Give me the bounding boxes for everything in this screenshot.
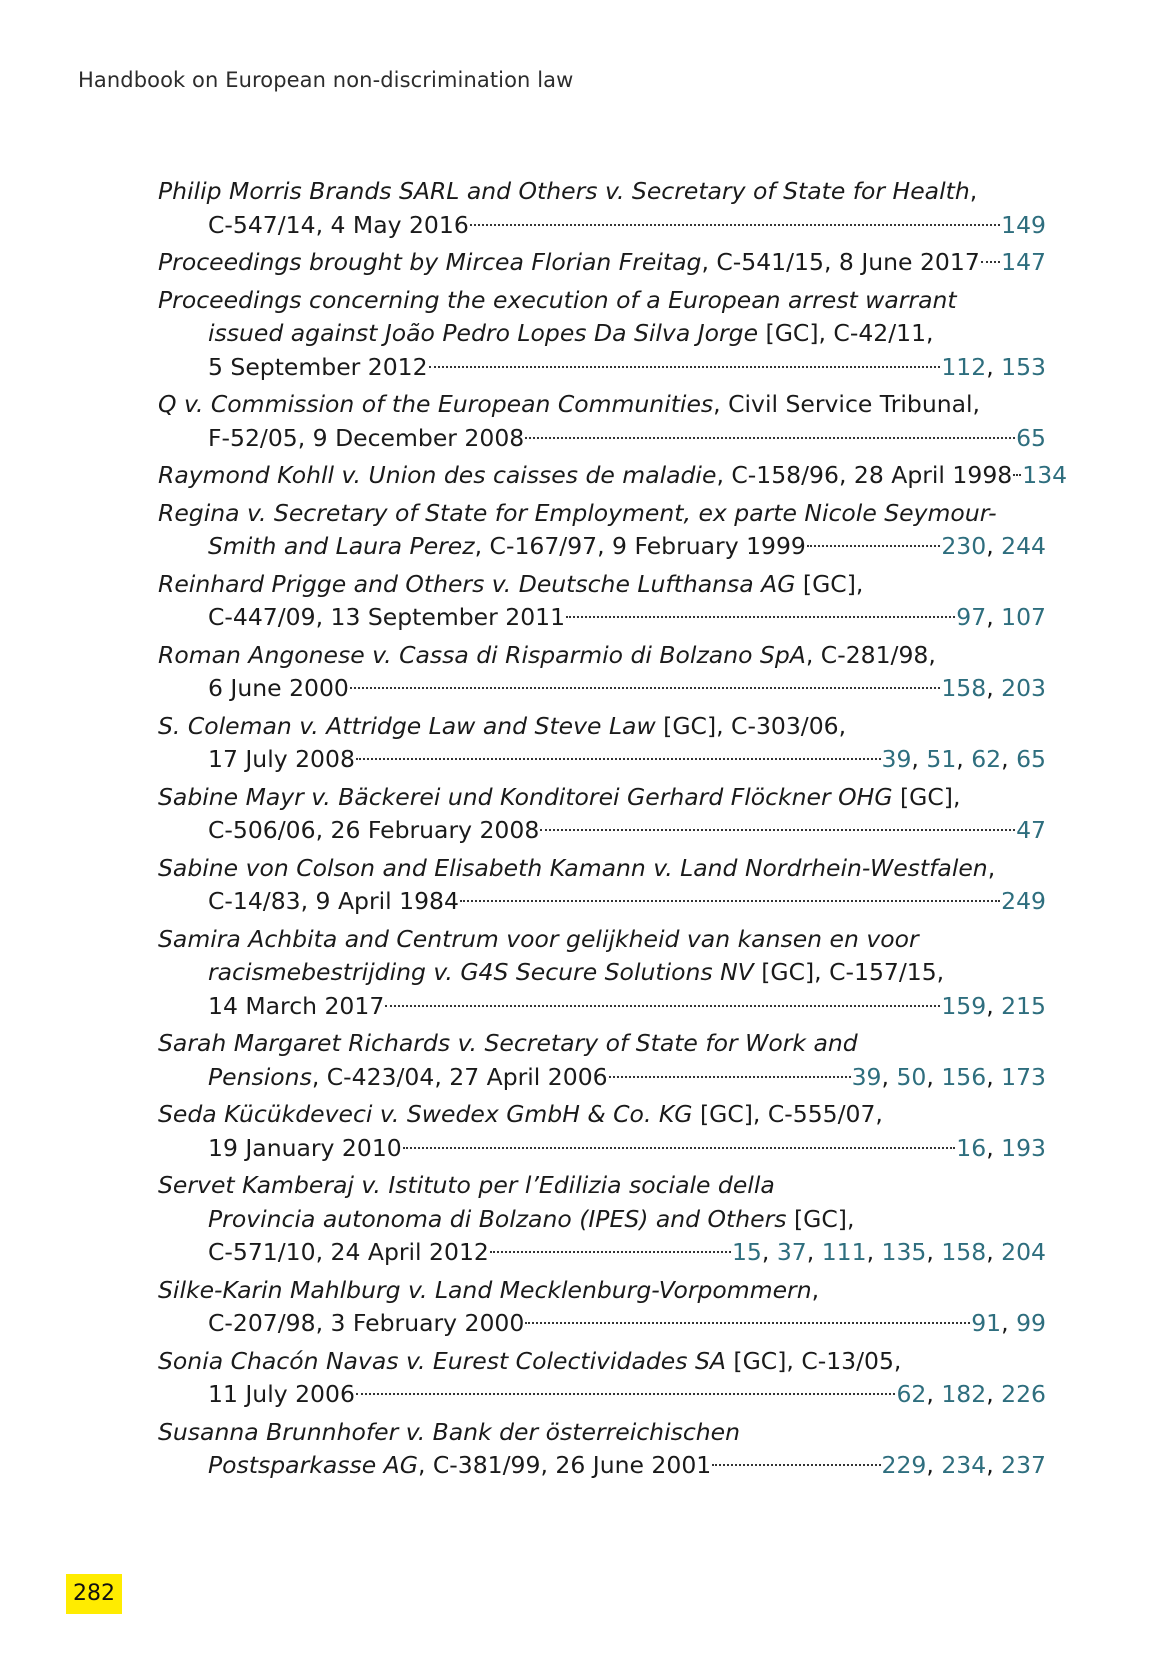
- case-name: Raymond Kohll v. Union des caisses de maladie: [158, 461, 717, 489]
- case-details: 11 July 2006: [208, 1380, 355, 1408]
- dot-leader: [356, 758, 881, 760]
- case-name: Sarah Margaret Richards v. Secretary of State for Work and: [158, 1029, 858, 1057]
- dot-leader: [712, 1464, 880, 1466]
- entry-title-line: [158, 388, 1046, 422]
- page-separator: ,: [986, 1451, 1002, 1479]
- entry-continuation-line: [158, 1061, 1046, 1095]
- entry-continuation-line: [158, 990, 1046, 1024]
- entry-text: [208, 530, 806, 564]
- entry-text: [208, 814, 539, 848]
- case-details: C-571/10, 24 April 2012: [208, 1238, 489, 1266]
- page-link[interactable]: 16: [956, 1133, 987, 1162]
- page-link[interactable]: 229: [881, 1451, 927, 1479]
- page-link[interactable]: 65: [1016, 745, 1046, 773]
- page-link[interactable]: 37: [776, 1238, 807, 1266]
- dot-leader: [460, 900, 1000, 902]
- page-link[interactable]: 173: [1001, 1062, 1046, 1091]
- page-link[interactable]: 156: [941, 1062, 987, 1091]
- index-entry: [158, 175, 1046, 242]
- page-link[interactable]: 215: [1001, 991, 1046, 1020]
- page-number: 282: [66, 1574, 122, 1614]
- case-index-list: [158, 175, 1068, 1487]
- index-entry: [158, 497, 1046, 564]
- case-details: ,: [811, 1275, 820, 1304]
- entry-title-line: [158, 1169, 1046, 1203]
- page-separator: ,: [986, 1380, 1002, 1408]
- index-entry: [158, 710, 1046, 777]
- entry-text: [208, 1132, 402, 1166]
- page-separator: ,: [1001, 745, 1017, 773]
- entry-continuation-line: [158, 672, 1046, 706]
- entry-continuation-line: [158, 601, 1046, 635]
- entry-text: [208, 1378, 355, 1412]
- page-link[interactable]: 203: [1001, 674, 1046, 702]
- page-link[interactable]: 244: [1001, 532, 1046, 560]
- page-references: [1001, 209, 1046, 243]
- entry-text: [208, 601, 565, 635]
- running-header: Handbook on European non-discrimination law: [78, 68, 574, 92]
- page-references: [896, 1378, 1046, 1412]
- case-name: Smith and Laura Perez: [208, 532, 475, 560]
- entry-continuation-line: [158, 209, 1046, 243]
- page-link[interactable]: 135: [881, 1238, 927, 1266]
- index-entry: [158, 1027, 1046, 1094]
- entry-title-line: [158, 639, 1046, 673]
- page-separator: ,: [926, 1380, 942, 1408]
- case-details: 14 March 2017: [208, 991, 385, 1020]
- entry-text: [158, 712, 846, 740]
- page-separator: ,: [986, 991, 1002, 1020]
- index-entry: [158, 852, 1046, 919]
- case-details: , C-541/15, 8 June 2017: [701, 248, 980, 276]
- dot-leader: [566, 616, 955, 618]
- entry-text: [208, 743, 355, 777]
- dot-leader: [356, 1393, 896, 1395]
- page-link[interactable]: 91: [971, 1309, 1002, 1337]
- page-link[interactable]: 99: [1016, 1309, 1046, 1337]
- entry-title-line: [158, 459, 1068, 493]
- entry-title-line: [158, 710, 1046, 744]
- case-details: ,: [987, 853, 996, 882]
- entry-text: [158, 286, 957, 314]
- page-link[interactable]: 62: [971, 745, 1002, 773]
- case-name: S. Coleman v. Attridge Law and Steve Law: [158, 711, 656, 740]
- entry-text: [158, 1347, 901, 1375]
- page-references: [882, 1449, 1046, 1483]
- case-details: 17 July 2008: [208, 745, 355, 773]
- entry-continuation-line: [158, 1236, 1046, 1270]
- case-details: C-207/98, 3 February 2000: [208, 1309, 525, 1337]
- entry-text: [158, 1276, 819, 1304]
- entry-text: [158, 925, 919, 953]
- case-name: Sabine von Colson and Elisabeth Kamann v. Land Nordrhein-Westfalen: [158, 853, 988, 882]
- dot-leader: [429, 366, 941, 368]
- entry-text: [208, 1449, 711, 1483]
- case-name: issued against João Pedro Lopes Da Silva Jorge: [208, 319, 759, 347]
- index-entry: [158, 284, 1046, 385]
- entry-text: [158, 177, 977, 205]
- entry-text: [208, 422, 524, 456]
- page-separator: ,: [926, 1238, 942, 1266]
- entry-title-line: [158, 284, 1046, 318]
- page-separator: ,: [986, 532, 1002, 560]
- page-link[interactable]: 39: [881, 745, 912, 773]
- page-link[interactable]: 158: [941, 1238, 987, 1266]
- case-name: Sonia Chacón Navas v. Eurest Colectividades SA: [158, 1346, 726, 1375]
- page-separator: ,: [956, 745, 972, 773]
- page-references: [941, 351, 1046, 385]
- page-link[interactable]: 237: [1001, 1451, 1046, 1479]
- case-details: [GC], C-555/07,: [692, 1100, 883, 1128]
- case-details: 5 September 2012: [208, 352, 428, 381]
- entry-title-line: [158, 1345, 1046, 1379]
- index-entry: [158, 1274, 1046, 1341]
- page-separator: ,: [986, 674, 1002, 702]
- dot-leader: [403, 1147, 956, 1149]
- dot-leader: [981, 261, 1000, 263]
- dot-leader: [1013, 474, 1021, 476]
- entry-text: [158, 641, 936, 669]
- case-name: Seda Kücükdeveci v. Swedex GmbH & Co. KG: [158, 1100, 693, 1128]
- entry-title-line: [158, 852, 1046, 886]
- entry-text: [158, 1418, 740, 1446]
- case-details: C-506/06, 26 February 2008: [208, 816, 540, 844]
- dot-leader: [350, 687, 940, 689]
- page-link[interactable]: 62: [896, 1380, 927, 1408]
- page-separator: ,: [986, 1238, 1002, 1266]
- index-entry: [158, 1345, 1046, 1412]
- case-details: C-14/83, 9 April 1984: [208, 887, 459, 915]
- entry-text: [208, 885, 459, 919]
- case-name: Samira Achbita and Centrum voor gelijkheid van kansen en voor: [158, 924, 919, 953]
- entry-text: [208, 209, 469, 243]
- entry-continuation-line: [158, 1203, 1046, 1237]
- entry-continuation-line: [158, 530, 1046, 564]
- entry-continuation-line: [158, 885, 1046, 919]
- page-link[interactable]: 158: [941, 674, 987, 702]
- index-entry: [158, 639, 1046, 706]
- page-separator: ,: [986, 603, 1002, 631]
- entry-text: [208, 351, 428, 385]
- entry-text: [208, 990, 384, 1024]
- dot-leader: [470, 224, 1000, 226]
- case-details: , C-158/96, 28 April 1998: [716, 461, 1013, 489]
- entry-continuation-line: [158, 956, 1046, 990]
- page-link[interactable]: 159: [941, 991, 987, 1020]
- entry-text: [158, 783, 960, 811]
- case-name: Provincia autonoma di Bolzano (IPES) and Others: [208, 1204, 787, 1233]
- entry-text: [208, 958, 944, 986]
- entry-title-line: [158, 1416, 1046, 1450]
- case-name: Silke-Karin Mahlburg v. Land Mecklenburg-Vorpommern: [158, 1275, 812, 1304]
- page-references: [1001, 246, 1046, 280]
- case-name: Proceedings brought by Mircea Florian Freitag: [158, 248, 702, 276]
- page-references: [852, 1061, 1046, 1095]
- case-details: ,: [969, 177, 978, 205]
- case-details: , C-423/04, 27 April 2006: [311, 1062, 608, 1091]
- case-name: racismebestrijding v. G4S Secure Solutions NV: [208, 958, 754, 986]
- case-details: [GC], C-13/05,: [725, 1346, 902, 1375]
- case-name: Q v. Commission of the European Communities: [158, 390, 714, 418]
- page-references: [956, 601, 1046, 635]
- case-details: , C-281/98,: [805, 640, 936, 669]
- case-name: Postsparkasse AG: [208, 1451, 418, 1479]
- case-details: C-447/09, 13 September 2011: [208, 603, 566, 631]
- index-entry: [158, 1098, 1046, 1165]
- page-link[interactable]: 204: [1001, 1238, 1046, 1266]
- case-details: 19 January 2010: [208, 1133, 402, 1162]
- page-link[interactable]: 51: [926, 745, 957, 773]
- page-link[interactable]: 149: [1001, 210, 1046, 239]
- entry-text: [208, 1236, 489, 1270]
- case-details: , Civil Service Tribunal,: [713, 390, 981, 418]
- page-separator: ,: [881, 1062, 897, 1091]
- page-link[interactable]: 15: [731, 1238, 762, 1266]
- dot-leader: [807, 545, 940, 547]
- entry-text: [158, 1029, 858, 1057]
- entry-title-line: [158, 246, 1046, 280]
- page-link[interactable]: 153: [1001, 352, 1046, 381]
- page-separator: ,: [1001, 1309, 1017, 1337]
- page-separator: ,: [866, 1238, 882, 1266]
- entry-continuation-line: [158, 814, 1046, 848]
- case-name: Regina v. Secretary of State for Employment, ex parte Nicole Seymour-: [158, 498, 997, 527]
- entry-title-line: [158, 175, 1046, 209]
- page-link[interactable]: 107: [1001, 603, 1046, 631]
- page-link[interactable]: 193: [1001, 1133, 1046, 1162]
- entry-title-line: [158, 1027, 1046, 1061]
- case-name: Susanna Brunnhofer v. Bank der österreichischen: [158, 1417, 741, 1446]
- dot-leader: [525, 1322, 970, 1324]
- page-separator: ,: [986, 1133, 1002, 1162]
- page-references: [1001, 885, 1046, 919]
- entry-continuation-line: [158, 1449, 1046, 1483]
- dot-leader: [490, 1251, 731, 1253]
- case-details: , C-381/99, 26 June 2001: [417, 1451, 712, 1479]
- entry-continuation-line: [158, 422, 1046, 456]
- dot-leader: [609, 1076, 851, 1078]
- case-details: [GC],: [795, 569, 864, 598]
- page-references: [1016, 422, 1046, 456]
- page-separator: ,: [926, 1451, 942, 1479]
- entry-title-line: [158, 497, 1046, 531]
- page-references: [732, 1236, 1046, 1270]
- entry-title-line: [158, 1098, 1046, 1132]
- case-details: [GC], C-303/06,: [655, 711, 847, 740]
- index-entry: [158, 568, 1046, 635]
- page-link[interactable]: 39: [851, 1062, 882, 1091]
- index-entry: [158, 1416, 1046, 1483]
- index-entry: [158, 781, 1046, 848]
- entry-continuation-line: [158, 1378, 1046, 1412]
- entry-text: [158, 459, 1012, 493]
- entry-continuation-line: [158, 317, 1046, 351]
- case-details: [GC], C-157/15,: [753, 958, 945, 986]
- page-references: [956, 1132, 1046, 1166]
- entry-text: [158, 570, 863, 598]
- case-name: Philip Morris Brands SARL and Others v. Secretary of State for Health: [158, 177, 970, 205]
- entry-text: [158, 499, 997, 527]
- entry-continuation-line: [158, 1132, 1046, 1166]
- dot-leader: [385, 1005, 940, 1007]
- page-separator: ,: [986, 1062, 1002, 1091]
- page-references: [971, 1307, 1046, 1341]
- case-name: Roman Angonese v. Cassa di Risparmio di Bolzano SpA: [158, 640, 806, 669]
- entry-text: [158, 1100, 883, 1128]
- page-references: [1022, 459, 1067, 493]
- case-name: Servet Kamberaj v. Istituto per l’Edilizia sociale della: [158, 1171, 775, 1199]
- index-entry: [158, 459, 1068, 493]
- entry-title-line: [158, 923, 1046, 957]
- index-entry: [158, 388, 1046, 455]
- index-entry: [158, 1169, 1046, 1270]
- entry-text: [158, 246, 980, 280]
- page-link[interactable]: 226: [1001, 1380, 1046, 1408]
- page-link[interactable]: 234: [941, 1451, 987, 1479]
- case-details: F-52/05, 9 December 2008: [208, 423, 525, 452]
- page-link[interactable]: 134: [1022, 461, 1068, 489]
- dot-leader: [525, 437, 1015, 439]
- entry-continuation-line: [158, 1307, 1046, 1341]
- page-link[interactable]: 147: [1001, 248, 1046, 276]
- case-name: Pensions: [208, 1062, 312, 1091]
- page-separator: ,: [806, 1238, 822, 1266]
- page-separator: ,: [911, 745, 927, 773]
- page-link[interactable]: 249: [1001, 887, 1046, 915]
- page-link[interactable]: 230: [941, 532, 987, 560]
- page-link[interactable]: 47: [1016, 816, 1046, 844]
- page-references: [941, 672, 1046, 706]
- entry-continuation-line: [158, 743, 1046, 777]
- entry-text: [208, 1307, 524, 1341]
- page-references: [941, 990, 1046, 1024]
- page-separator: ,: [761, 1238, 777, 1266]
- page-link[interactable]: 111: [821, 1238, 867, 1266]
- case-details: [GC],: [892, 782, 961, 811]
- page-link[interactable]: 97: [956, 603, 987, 631]
- dot-leader: [540, 829, 1015, 831]
- page-link[interactable]: 50: [896, 1062, 927, 1091]
- case-details: 6 June 2000: [208, 674, 349, 702]
- entry-title-line: [158, 781, 1046, 815]
- page-separator: ,: [926, 1062, 942, 1091]
- page-separator: ,: [986, 352, 1002, 381]
- entry-continuation-line: [158, 351, 1046, 385]
- page-references: [882, 743, 1046, 777]
- index-entry: [158, 246, 1046, 280]
- case-name: Sabine Mayr v. Bäckerei und Konditorei Gerhard Flöckner OHG: [158, 782, 893, 811]
- case-details: , C-167/97, 9 February 1999: [474, 532, 806, 560]
- page-references: [941, 530, 1046, 564]
- case-details: C-547/14, 4 May 2016: [208, 210, 469, 239]
- case-name: Reinhard Prigge and Others v. Deutsche Lufthansa AG: [158, 569, 796, 598]
- entry-text: [158, 1171, 775, 1199]
- entry-title-line: [158, 1274, 1046, 1308]
- entry-text: [158, 390, 980, 418]
- page-references: [1016, 814, 1046, 848]
- entry-text: [208, 1205, 854, 1233]
- case-details: [GC],: [786, 1204, 855, 1233]
- case-name: Proceedings concerning the execution of a European arrest warrant: [158, 285, 957, 314]
- page-link[interactable]: 65: [1016, 423, 1046, 452]
- page-link[interactable]: 182: [941, 1380, 987, 1408]
- entry-text: [208, 672, 349, 706]
- index-entry: [158, 923, 1046, 1024]
- entry-text: [208, 1061, 608, 1095]
- entry-title-line: [158, 568, 1046, 602]
- entry-text: [158, 854, 995, 882]
- entry-text: [208, 319, 934, 347]
- page-link[interactable]: 112: [941, 352, 987, 381]
- case-details: [GC], C-42/11,: [758, 319, 934, 347]
